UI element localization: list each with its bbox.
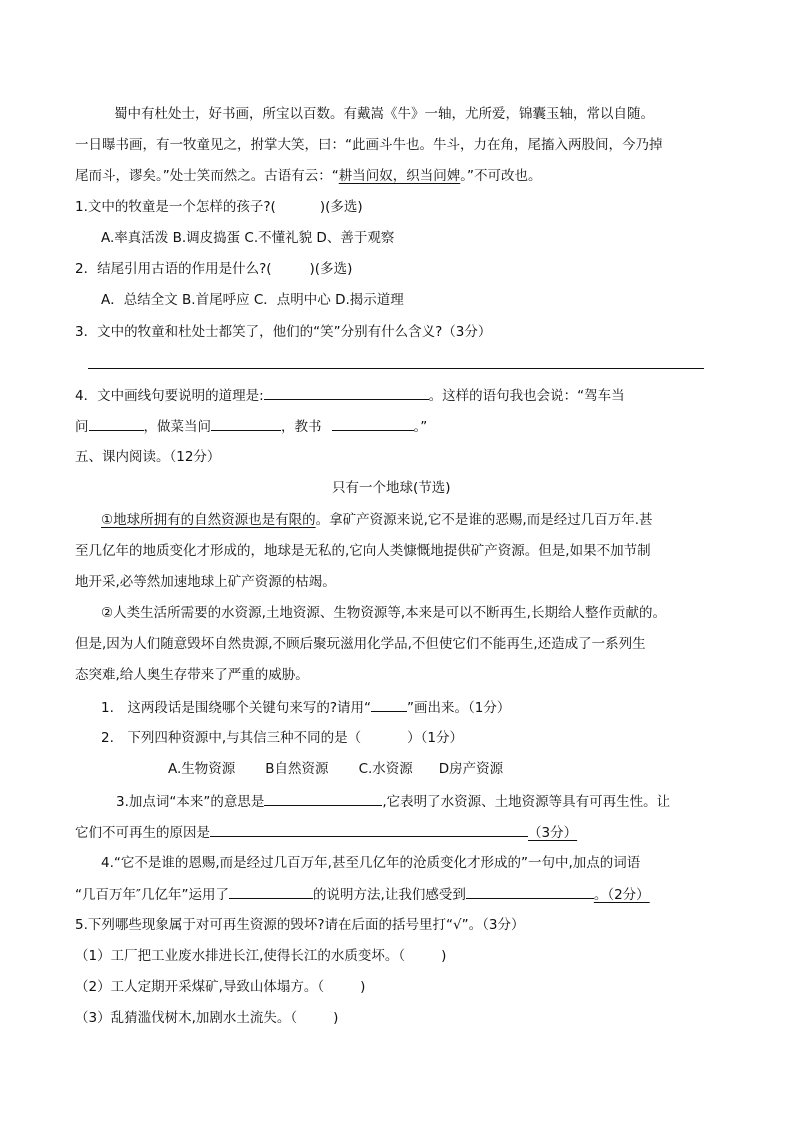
- subquestion-3-line-2: 它们不可再生的原因是 （3分）: [75, 822, 577, 843]
- answer-blank-4b[interactable]: [89, 416, 144, 431]
- paragraph-1-line-3: 地开采,必等然加速地球上矿产资源的枯竭。: [75, 574, 336, 590]
- question-5: 5.下列哪些现象属于对可再生资源的毁坏?请在后面的括号里打“√”。（3分）: [75, 917, 525, 933]
- section-5-heading: 五、课内阅读。（12分）: [75, 449, 221, 465]
- question-3: 3．文中的牧童和杜处士都笑了，他们的“笑”分别有什么含义?（3分）: [75, 324, 492, 340]
- paragraph-1-line-1: ①地球所拥有的自然资源也是有限的。拿矿产资源来说,它不是谁的恶赐,而是经过几百万年.甚: [101, 512, 653, 528]
- passage-line-3: 尾而斗，谬矣。”处士笑而然之。古语有云：“耕当问奴，织当问婢。”不可改也。: [75, 168, 542, 184]
- passage-line-1: 蜀中有杜处士，好书画，所宝以百数。有戴嵩《牛》一轴，尤所爱，锦囊玉轴，常以自随。: [114, 106, 654, 122]
- subquestion-1: 1. 这两段话是围绕哪个关键句来写的?请用“ ”画出来。（1分）: [101, 697, 510, 718]
- subquestion-4-line-2: “几百万年″几亿年”运用了 的说明方法,让我们感受到 。（2分）: [75, 884, 650, 905]
- underlined-proverb: 耕当问奴，织当问婢: [338, 168, 461, 184]
- paragraph-2-line-2: 但是,因为人们随意毁坏自然贵源,不顾后聚玩滋用化学品,不但使它们不能再生,还造成了一系列生: [75, 636, 646, 652]
- answer-line-3[interactable]: [88, 368, 704, 369]
- question-2: 2．结尾引用古语的作用是什么?( )(多选): [75, 261, 353, 277]
- question-5-item-2: （2）工人定期开采煤矿,导致山体塌方。（ ): [75, 979, 366, 995]
- subquestion-2: 2. 下列四种资源中,与其信三种不同的是（ ）（1分）: [101, 730, 464, 746]
- answer-blank-s3a[interactable]: [264, 791, 382, 806]
- answer-blank-4d[interactable]: [332, 416, 414, 431]
- question-5-item-1: （1）工厂把工业废水排进长江,使得长江的水质变坏。（ ): [75, 948, 447, 964]
- key-sentence: ①地球所拥有的自然资源也是有限的: [101, 512, 316, 528]
- paragraph-2-line-3: 态突难,给人奥生存带来了严重的威胁。: [75, 667, 309, 683]
- answer-blank-4a[interactable]: [264, 385, 429, 400]
- answer-blank-s4a[interactable]: [229, 884, 313, 899]
- subquestion-2-options: A.生物资源 B自然资源 C.水资源 D房产资源: [168, 761, 504, 777]
- answer-blank-s3b[interactable]: [210, 822, 528, 837]
- subquestion-3-line-1: 3.加点词“本来”的意思是 ,它表明了水资源、土地资源等具有可再生性。让: [116, 791, 670, 812]
- question-1-options: A.率真活泼 B.调皮捣蛋 C.不懂礼貌 D、善于观察: [101, 230, 395, 246]
- answer-blank-s1[interactable]: [371, 697, 407, 712]
- paragraph-2-line-1: ②人类生活所需要的水资源,土地资源、生物资源等,本来是可以不断再生,长期给人整作贡献的。: [101, 605, 666, 621]
- answer-blank-4c[interactable]: [211, 416, 281, 431]
- question-1: 1.文中的牧童是一个怎样的孩子?( )(多选): [75, 199, 363, 215]
- question-4-line-2: 问 ，做菜当问 ，教书 。”: [75, 416, 427, 437]
- question-5-item-3: （3）乱猜滥伐树木,加剧水土流失。（ ): [75, 1010, 339, 1026]
- question-2-options: A．总结全文 B.首尾呼应 C．点明中心 D.揭示道理: [101, 292, 404, 308]
- subquestion-4-line-1: 4.“它不是谁的恩赐,而是经过几百万年,甚至几亿年的沧质变化才形成的”一句中,加点的词语: [101, 855, 641, 871]
- passage-2-title: 只有一个地球(节选): [332, 480, 451, 496]
- answer-blank-s4b[interactable]: [466, 884, 594, 899]
- passage-line-2: 一日曝书画，有一牧童见之，拊掌大笑，曰：“此画斗牛也。牛斗，力在角，尾搐入两股间，今乃掉: [75, 137, 663, 153]
- question-4-line-1: 4．文中画线句要说明的道理是: 。这样的语句我也会说：“驾车当: [75, 385, 625, 406]
- paragraph-1-line-2: 至几亿年的地质变化才形成的，地球是无私的,它向人类慷慨地提供矿产资源。但是,如果不加节制: [75, 543, 651, 559]
